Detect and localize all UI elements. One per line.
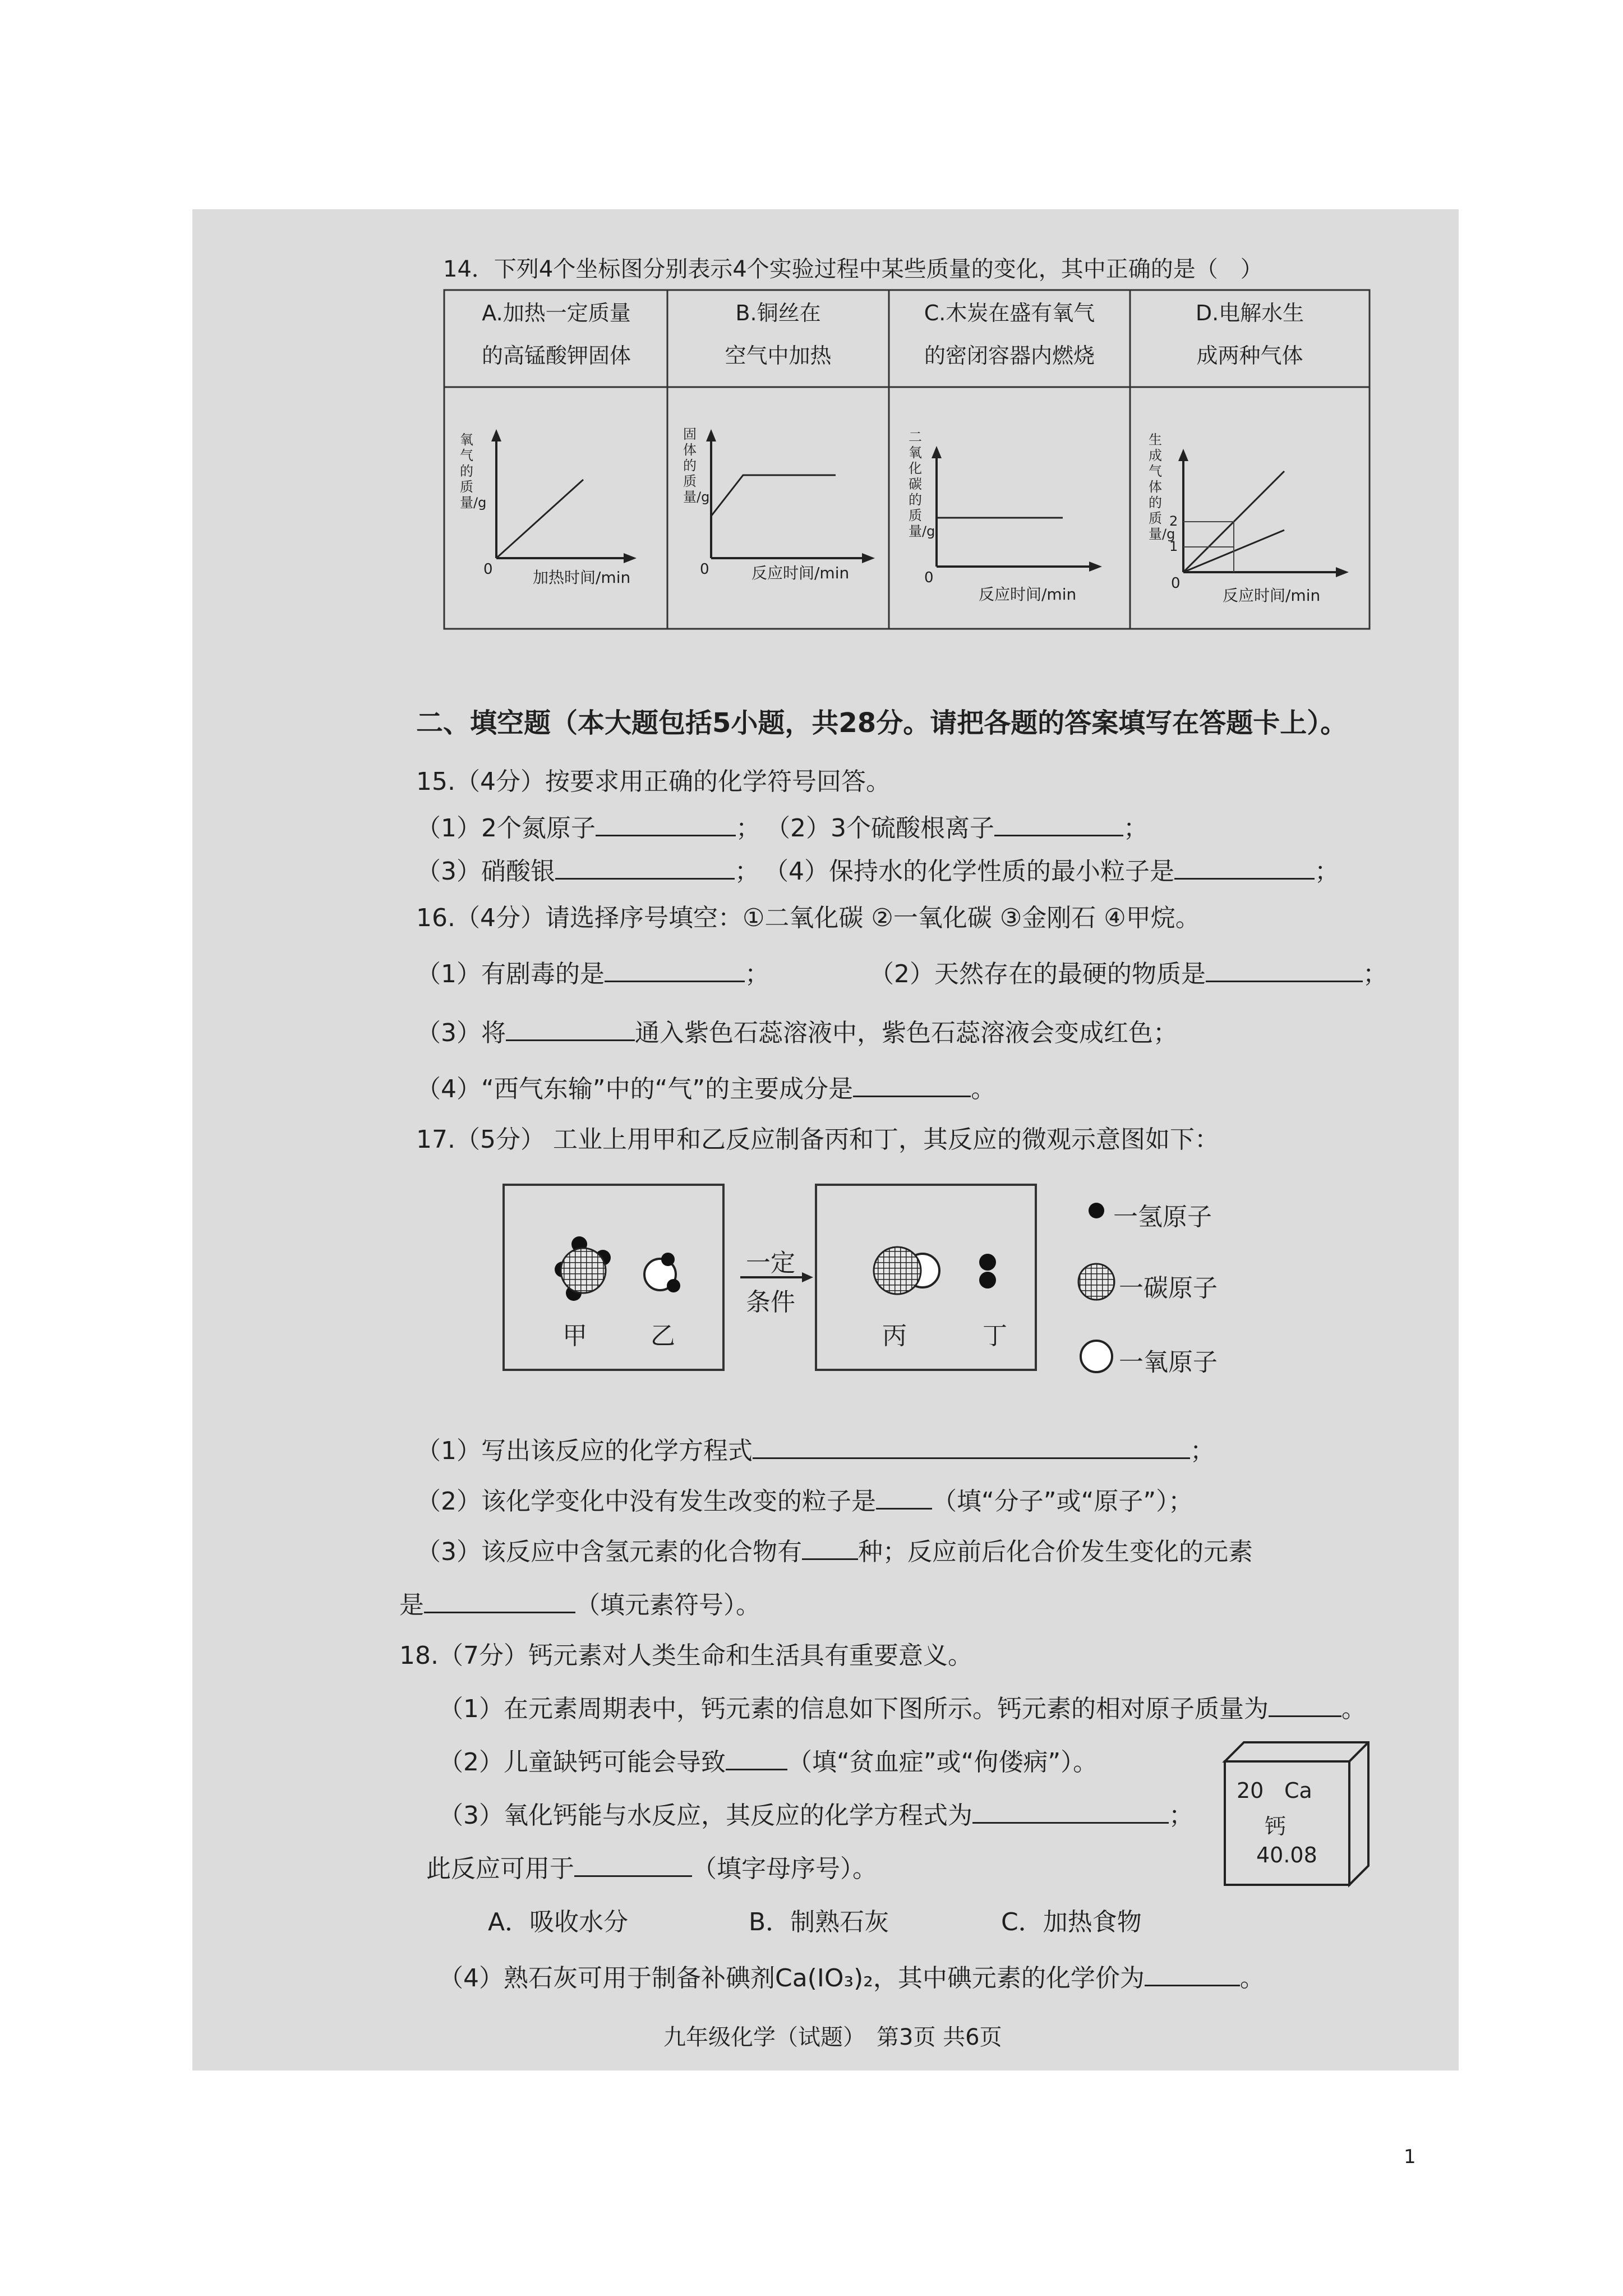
q15-stem: 15.（4分）按要求用正确的化学符号回答。: [416, 767, 891, 796]
ding-hydrogen-atom: [979, 1254, 996, 1271]
q14-option-d-line2: 成两种气体: [1196, 343, 1303, 368]
q15-sep-2: ；: [1123, 814, 1148, 843]
q15-sep-1: ；: [736, 814, 760, 843]
q17-part3: [416, 1531, 1253, 1567]
graph-c-ylabel: 二氧化碳的质量/g: [909, 429, 935, 539]
q16-sep-2: ；: [1363, 960, 1387, 988]
q18-part3-cont: [426, 1848, 877, 1884]
q17-part3-text-d: （填元素符号）。: [575, 1591, 760, 1619]
q18-part1-text-a: （1）在元素周期表中，钙元素的信息如下图所示。钙元素的相对原子质量为: [439, 1695, 1269, 1723]
q18-part3: [439, 1795, 1193, 1831]
q14-option-a-line2: 的高锰酸钾固体: [481, 343, 631, 368]
q15-sep-3: ；: [735, 857, 759, 886]
q17-part1-text: （1）写出该反应的化学方程式: [416, 1437, 753, 1465]
q17-blank-4[interactable]: [424, 1611, 575, 1613]
q15-part3-text: （3）硝酸银: [416, 857, 555, 886]
q14-option-c-line2: 的密闭容器内燃烧: [924, 343, 1095, 368]
label-jia: 甲: [562, 1322, 587, 1350]
q17-blank-2[interactable]: [876, 1507, 932, 1510]
q18-part2-text-a: （2）儿童缺钙可能会导致: [439, 1748, 726, 1777]
q14-option-b-line1: B.铜丝在: [735, 301, 821, 325]
legend-carbon-icon: [1078, 1264, 1114, 1300]
q18-part2-text-b: （填“贫血症”或“佝偻病”）。: [787, 1748, 1098, 1777]
q17-part2: [416, 1481, 1193, 1517]
graph-d-xlabel: 反应时间/min: [1223, 586, 1321, 605]
q16-part4-text-b: 。: [971, 1075, 996, 1103]
graph-c-origin: 0: [924, 569, 934, 586]
graph-b: [706, 429, 875, 563]
q18-part2: [439, 1742, 1098, 1778]
q17-part3-text-a: （3）该反应中含氢元素的化合物有: [416, 1538, 802, 1566]
q15-part4-text: （4）保持水的化学性质的最小粒子是: [764, 857, 1174, 886]
q17-part3-text-b: 种；反应前后化合价发生变化的元素: [858, 1538, 1253, 1566]
q18-part4-text-a: （4）熟石灰可用于制备补碘剂Ca(IO₃)₂，其中碘元素的化学价为: [439, 1964, 1145, 1993]
yi-molecule: [644, 1253, 680, 1292]
yi-hydrogen-atom: [667, 1279, 680, 1292]
q18-part3-text-b: ；: [1169, 1801, 1193, 1830]
q16-part1: [416, 954, 769, 990]
reactants-box: [504, 1185, 723, 1370]
q16-blank-2[interactable]: [1206, 980, 1363, 982]
q17-part3-text-c: 是: [399, 1591, 424, 1619]
label-bing: 丙: [882, 1322, 907, 1350]
q16-part3-text-b: 通入紫色石蕊溶液中，紫色石蕊溶液会变成红色；: [635, 1019, 1178, 1047]
graph-b-xlabel: 反应时间/min: [751, 564, 850, 582]
q15-part3: [416, 851, 759, 887]
q16-part4-text-a: （4）“西气东输”中的“气”的主要成分是: [416, 1075, 854, 1103]
section2-title: 二、填空题（本大题包括5小题，共28分。请把各题的答案填写在答题卡上）。: [416, 707, 1348, 739]
q16-blank-4[interactable]: [853, 1095, 971, 1097]
graph-b-origin: 0: [700, 561, 709, 578]
label-yi: 乙: [651, 1322, 675, 1350]
legend-hydrogen-label: 一氢原子: [1113, 1203, 1212, 1231]
q18-part3-text-a: （3）氧化钙能与水反应，其反应的化学方程式为: [439, 1801, 972, 1830]
graph-d-ylabel: 生成气体的质量/g: [1149, 432, 1175, 542]
q18-blank-5[interactable]: [1145, 1984, 1240, 1986]
jia-molecule: [555, 1236, 611, 1301]
q17-part2-text-b: （填“分子”或“原子”）；: [932, 1487, 1193, 1516]
q16-blank-1[interactable]: [605, 980, 745, 982]
q16-part3: [416, 1013, 1178, 1048]
calcium-element-card: [1221, 1739, 1373, 1890]
q14-stem: 14．下列4个坐标图分别表示4个实验过程中某些质量的变化，其中正确的是（ ）: [443, 256, 1263, 282]
q18-part3-text-c: 此反应可用于: [426, 1855, 574, 1883]
q15-part1: [416, 808, 760, 844]
q16-blank-3[interactable]: [506, 1039, 635, 1041]
q17-blank-1[interactable]: [753, 1457, 1190, 1459]
arrow-label-bottom: 条件: [746, 1288, 795, 1317]
graph-a: [491, 429, 637, 563]
q15-part4: [764, 851, 1339, 887]
q17-blank-3[interactable]: [802, 1558, 858, 1560]
graph-a-origin: 0: [483, 561, 493, 578]
yi-hydrogen-atom: [661, 1253, 675, 1266]
q18-part1-text-b: 。: [1341, 1695, 1366, 1723]
q17-part3-cont: [399, 1585, 760, 1621]
graph-d-tick-1: 1: [1169, 539, 1178, 554]
q18-blank-4[interactable]: [574, 1875, 692, 1877]
bing-carbon-atom: [874, 1247, 921, 1294]
q16-part4: [416, 1069, 995, 1105]
jia-carbon-atom: [561, 1248, 606, 1293]
q16-part2: [869, 954, 1387, 990]
q18-blank-2[interactable]: [726, 1768, 787, 1770]
q17-part2-text-a: （2）该化学变化中没有发生改变的粒子是: [416, 1487, 876, 1516]
q18-option-c: C．加热食物: [1001, 1908, 1142, 1936]
q15-sep-4: ；: [1315, 857, 1339, 886]
q14-option-b-line2: 空气中加热: [725, 343, 832, 368]
element-number: 20: [1237, 1778, 1264, 1803]
page-footer: 九年级化学（试题） 第3页 共6页: [663, 2024, 1002, 2050]
ding-hydrogen-atom: [979, 1272, 996, 1289]
q18-option-a: A．吸收水分: [488, 1908, 629, 1936]
ding-molecule: [979, 1254, 996, 1289]
legend-oxygen-icon: [1081, 1341, 1112, 1372]
graph-b-ylabel: 固体的质量/g: [683, 426, 710, 505]
q14-option-a-line1: A.加热一定质量: [482, 301, 631, 325]
q16-sep-1: ；: [745, 960, 769, 988]
q15-blank-1[interactable]: [596, 834, 736, 836]
graph-a-ylabel: 氧气的质量/g: [460, 432, 487, 510]
q15-part2: [766, 808, 1148, 844]
q18-stem: 18.（7分）钙元素对人类生命和生活具有重要意义。: [399, 1641, 972, 1670]
q18-blank-1[interactable]: [1269, 1715, 1341, 1717]
q15-blank-4[interactable]: [1174, 877, 1315, 880]
legend-carbon-label: 一碳原子: [1119, 1274, 1218, 1303]
legend-hydrogen-icon: [1089, 1203, 1104, 1218]
arrow-label-top: 一定: [746, 1249, 795, 1277]
q15-blank-3[interactable]: [555, 877, 735, 880]
q18-option-b: B．制熟石灰: [749, 1908, 889, 1936]
element-name: 钙: [1265, 1814, 1287, 1839]
page-number: 1: [1404, 2146, 1416, 2168]
graph-c-xlabel: 反应时间/min: [979, 585, 1077, 604]
graph-d-origin: 0: [1171, 575, 1181, 592]
graph-d-tick-2: 2: [1169, 513, 1178, 529]
q18-part4: [439, 1958, 1265, 1994]
q14-option-c-line1: C.木炭在盛有氧气: [924, 301, 1095, 325]
q18-part4-text-b: 。: [1239, 1964, 1265, 1993]
legend-oxygen-label: 一氧原子: [1119, 1348, 1218, 1377]
label-ding: 丁: [983, 1322, 1007, 1350]
bing-molecule: [874, 1247, 939, 1294]
q18-blank-3[interactable]: [972, 1821, 1169, 1824]
q15-part1-text: （1）2个氮原子: [416, 814, 596, 843]
q17-stem: 17.（5分） 工业上用甲和乙反应制备丙和丁，其反应的微观示意图如下：: [416, 1125, 1219, 1154]
q16-stem: 16.（4分）请选择序号填空：①二氧化碳 ②一氧化碳 ③金刚石 ④甲烷。: [416, 904, 1200, 932]
q16-part1-text: （1）有剧毒的是: [416, 960, 605, 988]
graph-d: [1178, 449, 1349, 577]
q14-option-d-line1: D.电解水生: [1195, 301, 1304, 325]
q18-part1: [439, 1688, 1366, 1724]
q17-part1-end: ；: [1190, 1437, 1215, 1465]
element-symbol: Ca: [1284, 1778, 1312, 1803]
element-mass: 40.08: [1256, 1843, 1317, 1867]
graph-a-xlabel: 加热时间/min: [533, 568, 631, 587]
q15-blank-2[interactable]: [994, 834, 1123, 836]
graph-c: [932, 446, 1102, 572]
q17-part1: [416, 1430, 1215, 1466]
q16-part2-text: （2）天然存在的最硬的物质是: [869, 960, 1206, 988]
q18-part3-text-d: （填字母序号）。: [692, 1855, 877, 1883]
q15-part2-text: （2）3个硫酸根离子: [766, 814, 994, 843]
q16-part3-text-a: （3）将: [416, 1019, 506, 1047]
